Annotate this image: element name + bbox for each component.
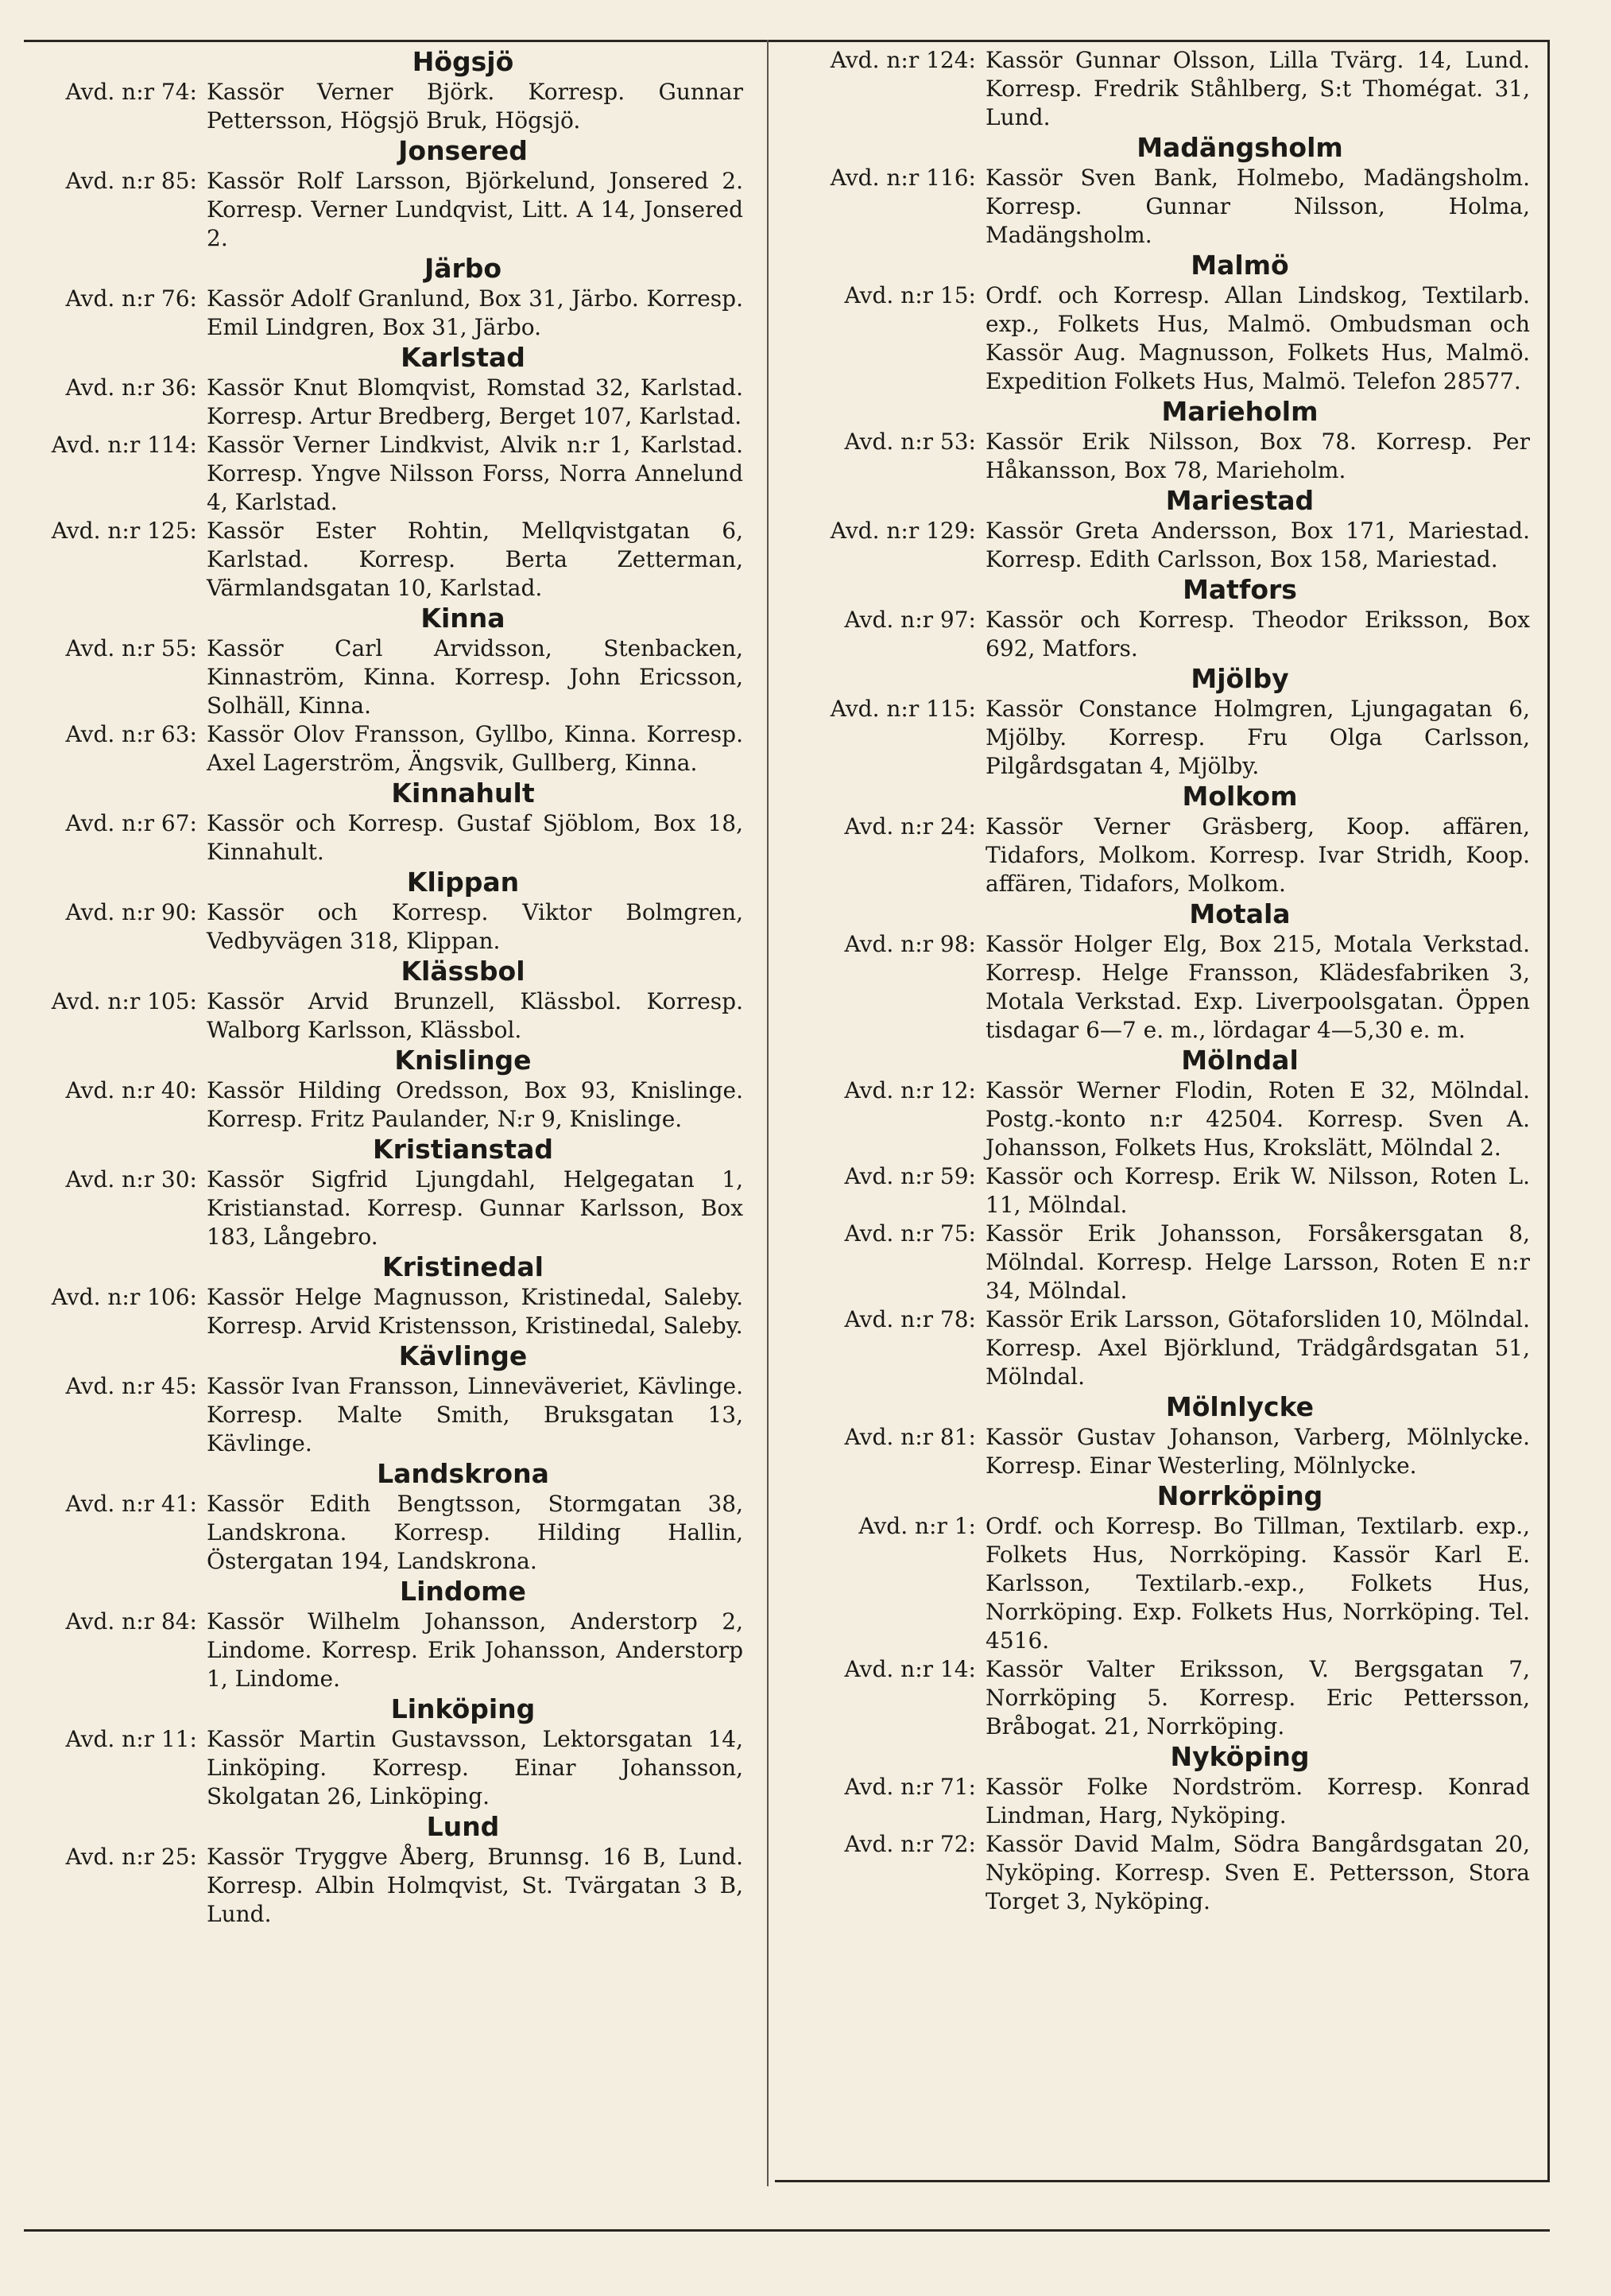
directory-entry — [24, 517, 743, 603]
directory-entry — [791, 1305, 1530, 1391]
town-heading: Norrköping — [1156, 1480, 1323, 1511]
town-heading: Matfors — [1183, 574, 1297, 605]
directory-entry — [791, 46, 1530, 132]
branch-contacts: Kassör Olov Fransson, Gyllbo, Kinna. Korresp. Axel Lagerström, Ängsvik, Gullberg, Kinna. — [207, 721, 743, 776]
branch-number: Avd. n:r 45: — [65, 1373, 197, 1399]
right-column-bottom-rule — [775, 2180, 1550, 2182]
branch-number: Avd. n:r 78: — [844, 1306, 976, 1332]
directory-entry — [791, 1423, 1530, 1480]
town-heading: Linköping — [390, 1693, 536, 1724]
branch-contacts: Kassör Ivan Fransson, Linneväveriet, Kävlinge. Korresp. Malte Smith, Bruksgatan 13, Kävlinge. — [207, 1373, 743, 1456]
directory-entry — [791, 1830, 1530, 1916]
branch-number: Avd. n:r 98: — [844, 931, 976, 957]
branch-number: Avd. n:r 36: — [65, 374, 197, 401]
directory-entry — [24, 1283, 743, 1340]
branch-number: Avd. n:r 14: — [844, 1656, 976, 1682]
right-column — [791, 46, 1530, 1916]
town-heading: Kristianstad — [373, 1134, 553, 1165]
directory-entry — [24, 720, 743, 778]
branch-number: Avd. n:r 90: — [65, 899, 197, 925]
top-rule — [24, 40, 1550, 42]
branch-number: Avd. n:r 67: — [65, 810, 197, 836]
directory-entry — [24, 898, 743, 956]
directory-entry — [24, 1725, 743, 1811]
branch-number: Avd. n:r 124: — [830, 47, 976, 73]
branch-contacts: Kassör Rolf Larsson, Björkelund, Jonsered 2. Korresp. Verner Lundqvist, Litt. A 14, Jonsered 2. — [207, 168, 743, 251]
bottom-rule — [24, 2229, 1550, 2232]
directory-entry — [24, 1165, 743, 1251]
branch-contacts: Kassör Gunnar Olsson, Lilla Tvärg. 14, Lund. Korresp. Fredrik Ståhlberg, S:t Thomégat. 31, Lund. — [986, 47, 1530, 130]
town-heading: Kävlinge — [398, 1340, 528, 1371]
branch-number: Avd. n:r 55: — [65, 635, 197, 661]
town-heading: Lindome — [400, 1576, 526, 1607]
branch-number: Avd. n:r 84: — [65, 1608, 197, 1635]
branch-contacts: Kassör Sigfrid Ljungdahl, Helgegatan 1, Kristianstad. Korresp. Gunnar Karlsson, Box 183, Långebro. — [207, 1166, 743, 1250]
directory-entry — [24, 374, 743, 431]
column-divider — [767, 40, 769, 2186]
branch-number: Avd. n:r 12: — [844, 1077, 976, 1103]
branch-contacts: Kassör David Malm, Södra Bangårdsgatan 20, Nyköping. Korresp. Sven E. Pettersson, Stora Torget 3, Nyköping. — [986, 1831, 1530, 1914]
branch-number: Avd. n:r 116: — [830, 165, 976, 191]
branch-contacts: Kassör Hilding Oredsson, Box 93, Knislinge. Korresp. Fritz Paulander, N:r 9, Knislinge. — [207, 1077, 743, 1132]
directory-entry — [24, 78, 743, 135]
branch-number: Avd. n:r 53: — [844, 429, 976, 455]
town-heading: Mariestad — [1165, 485, 1315, 516]
branch-contacts: Ordf. och Korresp. Allan Lindskog, Textilarb. exp., Folkets Hus, Malmö. Ombudsman och Kassör Aug. Magnusson, Folkets Hus, Malmö. Expedition Folkets Hus, Malmö. Telefon 28577. — [986, 282, 1530, 394]
directory-entry — [24, 1608, 743, 1693]
town-heading: Lund — [426, 1811, 500, 1842]
branch-contacts: Kassör och Korresp. Theodor Eriksson, Box 692, Matfors. — [986, 607, 1530, 661]
town-heading: Mjölby — [1191, 663, 1289, 694]
directory-entry — [791, 428, 1530, 485]
left-column — [24, 46, 743, 1929]
branch-number: Avd. n:r 24: — [844, 813, 976, 840]
branch-contacts: Kassör Tryggve Åberg, Brunnsg. 16 B, Lund. Korresp. Albin Holmqvist, St. Tvärgatan 3 B, Lund. — [207, 1844, 743, 1927]
branch-number: Avd. n:r 72: — [844, 1831, 976, 1857]
directory-entry — [791, 164, 1530, 250]
branch-contacts: Kassör Verner Björk. Korresp. Gunnar Pettersson, Högsjö Bruk, Högsjö. — [207, 79, 743, 134]
branch-contacts: Kassör Wilhelm Johansson, Anderstorp 2, Lindome. Korresp. Erik Johansson, Anderstorp 1, Lindome. — [207, 1608, 743, 1692]
branch-number: Avd. n:r 125: — [51, 518, 197, 544]
branch-number: Avd. n:r 81: — [844, 1424, 976, 1450]
branch-number: Avd. n:r 59: — [844, 1163, 976, 1189]
branch-contacts: Kassör Martin Gustavsson, Lektorsgatan 14, Linköping. Korresp. Einar Johansson, Skolgatan 26, Linköping. — [207, 1726, 743, 1809]
directory-entry — [791, 1655, 1530, 1741]
branch-contacts: Kassör Helge Magnusson, Kristinedal, Saleby. Korresp. Arvid Kristensson, Kristinedal, Saleby. — [207, 1284, 743, 1339]
branch-number: Avd. n:r 30: — [65, 1166, 197, 1193]
directory-entry — [791, 1773, 1530, 1830]
directory-entry — [24, 285, 743, 342]
branch-contacts: Kassör Sven Bank, Holmebo, Madängsholm. Korresp. Gunnar Nilsson, Holma, Madängsholm. — [986, 165, 1530, 248]
town-heading: Klippan — [406, 867, 520, 898]
branch-contacts: Kassör och Korresp. Viktor Bolmgren, Vedbyvägen 318, Klippan. — [207, 899, 743, 954]
branch-number: Avd. n:r 74: — [65, 79, 197, 105]
directory-entry — [24, 1843, 743, 1929]
branch-contacts: Kassör Erik Johansson, Forsåkersgatan 8, Mölndal. Korresp. Helge Larsson, Roten E n:r 34, Mölndal. — [986, 1220, 1530, 1304]
branch-contacts: Kassör Adolf Granlund, Box 31, Järbo. Korresp. Emil Lindgren, Box 31, Järbo. — [207, 285, 743, 340]
town-heading: Järbo — [424, 253, 502, 284]
branch-contacts: Kassör Werner Flodin, Roten E 32, Mölndal. Postg.-konto n:r 42504. Korresp. Sven A. Johansson, Folkets Hus, Krokslätt, Mölndal 2. — [986, 1077, 1530, 1161]
town-heading: Nyköping — [1170, 1741, 1310, 1772]
town-heading: Marieholm — [1161, 396, 1319, 427]
branch-contacts: Kassör Gustav Johanson, Varberg, Mölnlycke. Korresp. Einar Westerling, Mölnlycke. — [986, 1424, 1530, 1479]
branch-number: Avd. n:r 75: — [844, 1220, 976, 1247]
branch-contacts: Kassör Carl Arvidsson, Stenbacken, Kinnaström, Kinna. Korresp. John Ericsson, Solhäll, Kinna. — [207, 635, 743, 719]
branch-contacts: Ordf. och Korresp. Bo Tillman, Textilarb. exp., Folkets Hus, Norrköping. Kassör Karl E. Karlsson, Textilarb.-exp., Folkets Hus, Norrköping. Exp. Folkets Hus, Norrköping. Tel. 4516. — [986, 1513, 1530, 1654]
branch-contacts: Kassör Erik Larsson, Götaforsliden 10, Mölndal. Korresp. Axel Björklund, Trädgårdsgatan 51, Mölndal. — [986, 1306, 1530, 1390]
branch-number: Avd. n:r 40: — [65, 1077, 197, 1103]
directory-entry — [791, 930, 1530, 1045]
town-heading: Mölnlycke — [1165, 1391, 1315, 1422]
branch-number: Avd. n:r 97: — [844, 607, 976, 633]
branch-number: Avd. n:r 63: — [65, 721, 197, 747]
town-heading: Mölndal — [1181, 1045, 1299, 1076]
directory-entry — [24, 987, 743, 1045]
town-heading: Kinnahult — [391, 778, 535, 809]
branch-contacts: Kassör och Korresp. Gustaf Sjöblom, Box 18, Kinnahult. — [207, 810, 743, 865]
town-heading: Karlstad — [401, 342, 525, 373]
branch-contacts: Kassör Folke Nordström. Korresp. Konrad Lindman, Harg, Nyköping. — [986, 1774, 1530, 1829]
directory-entry — [24, 809, 743, 867]
branch-number: Avd. n:r 129: — [830, 518, 976, 544]
town-heading: Motala — [1189, 898, 1291, 929]
directory-entry — [791, 1162, 1530, 1220]
directory-entry — [791, 1220, 1530, 1305]
town-heading: Kinna — [420, 603, 505, 634]
branch-number: Avd. n:r 11: — [65, 1726, 197, 1752]
branch-contacts: Kassör Knut Blomqvist, Romstad 32, Karlstad. Korresp. Artur Bredberg, Berget 107, Karlstad. — [207, 374, 743, 429]
directory-entry — [791, 1512, 1530, 1655]
town-heading: Molkom — [1182, 781, 1298, 812]
branch-number: Avd. n:r 71: — [844, 1774, 976, 1800]
branch-contacts: Kassör Arvid Brunzell, Klässbol. Korresp. Walborg Karlsson, Klässbol. — [207, 988, 743, 1043]
branch-number: Avd. n:r 41: — [65, 1491, 197, 1517]
directory-entry — [24, 431, 743, 517]
branch-contacts: Kassör Constance Holmgren, Ljungagatan 6, Mjölby. Korresp. Fru Olga Carlsson, Pilgårdsgatan 4, Mjölby. — [986, 696, 1530, 779]
town-heading: Malmö — [1191, 250, 1289, 281]
branch-number: Avd. n:r 115: — [830, 696, 976, 722]
branch-number: Avd. n:r 114: — [51, 432, 197, 458]
branch-contacts: Kassör och Korresp. Erik W. Nilsson, Roten L. 11, Mölndal. — [986, 1163, 1530, 1218]
directory-entry — [24, 1076, 743, 1134]
branch-contacts: Kassör Ester Rohtin, Mellqvistgatan 6, Karlstad. Korresp. Berta Zetterman, Värmlandsgatan 10, Karlstad. — [207, 518, 743, 601]
branch-contacts: Kassör Erik Nilsson, Box 78. Korresp. Per Håkansson, Box 78, Marieholm. — [986, 429, 1530, 483]
branch-contacts: Kassör Verner Lindkvist, Alvik n:r 1, Karlstad. Korresp. Yngve Nilsson Forss, Norra Annelund 4, Karlstad. — [207, 432, 743, 515]
directory-entry — [791, 1076, 1530, 1162]
branch-contacts: Kassör Valter Eriksson, V. Bergsgatan 7, Norrköping 5. Korresp. Eric Pettersson, Bråbogat. 21, Norrköping. — [986, 1656, 1530, 1739]
branch-contacts: Kassör Holger Elg, Box 215, Motala Verkstad. Korresp. Helge Fransson, Klädesfabriken 3, Motala Verkstad. Exp. Liverpoolsgatan. Öppen tisdagar 6—7 e. m., lördagar 4—5,30 e. m. — [986, 931, 1530, 1043]
branch-number: Avd. n:r 1: — [858, 1513, 976, 1539]
branch-number: Avd. n:r 76: — [65, 285, 197, 312]
branch-number: Avd. n:r 105: — [51, 988, 197, 1014]
directory-entry — [24, 1490, 743, 1576]
town-heading: Knislinge — [394, 1045, 532, 1076]
directory-entry — [791, 695, 1530, 781]
town-heading: Kristinedal — [382, 1251, 544, 1282]
town-heading: Madängsholm — [1137, 132, 1343, 163]
branch-number: Avd. n:r 85: — [65, 168, 197, 194]
branch-contacts: Kassör Greta Andersson, Box 171, Mariestad. Korresp. Edith Carlsson, Box 158, Mariestad. — [986, 518, 1530, 572]
branch-number: Avd. n:r 106: — [51, 1284, 197, 1310]
directory-entry — [791, 281, 1530, 396]
branch-number: Avd. n:r 25: — [65, 1844, 197, 1870]
town-heading: Klässbol — [401, 956, 525, 987]
town-heading: Högsjö — [412, 46, 514, 77]
directory-entry — [24, 1372, 743, 1458]
directory-entry — [791, 517, 1530, 574]
directory-entry — [24, 634, 743, 720]
branch-contacts: Kassör Verner Gräsberg, Koop. affären, Tidafors, Molkom. Korresp. Ivar Stridh, Koop. affären, Tidafors, Molkom. — [986, 813, 1530, 897]
branch-number: Avd. n:r 15: — [844, 282, 976, 308]
directory-entry — [791, 606, 1530, 663]
town-heading: Landskrona — [377, 1458, 549, 1489]
branch-contacts: Kassör Edith Bengtsson, Stormgatan 38, Landskrona. Korresp. Hilding Hallin, Östergatan 194, Landskrona. — [207, 1491, 743, 1574]
directory-entry — [24, 167, 743, 253]
directory-entry — [791, 813, 1530, 898]
town-heading: Jonsered — [398, 135, 528, 166]
right-rule — [1547, 40, 1550, 2182]
